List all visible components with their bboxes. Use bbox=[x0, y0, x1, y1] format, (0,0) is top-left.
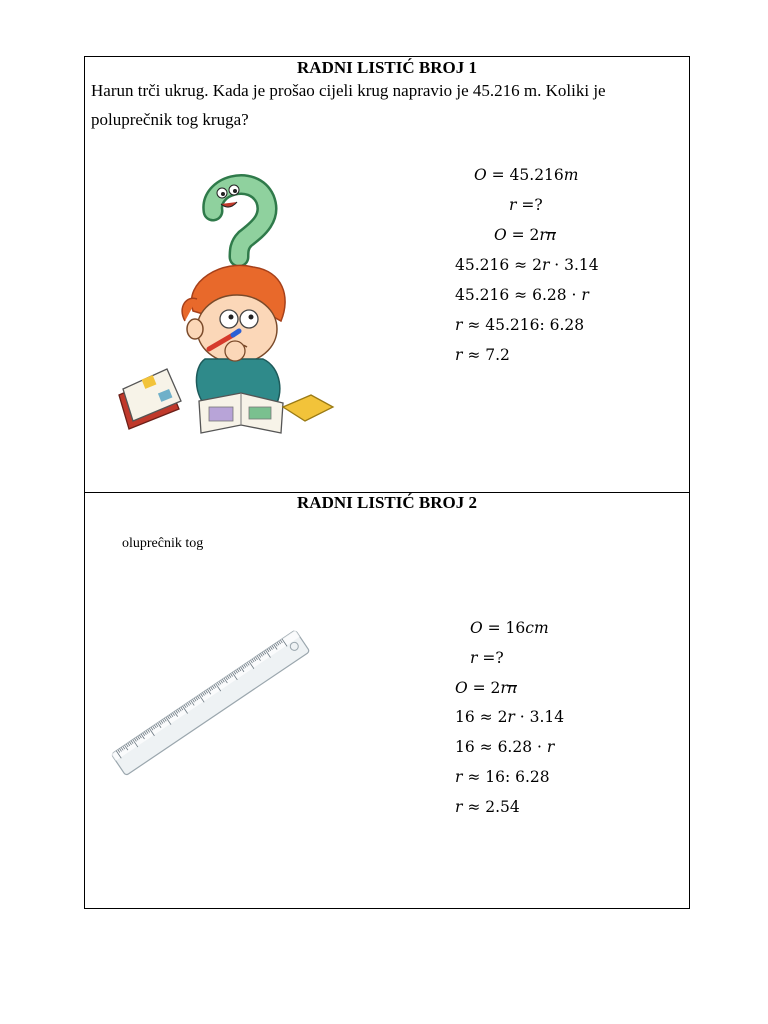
solution-step: 𝑟 ≈ 16: 6.28 bbox=[455, 768, 550, 786]
worksheet-1 bbox=[85, 57, 689, 493]
solution-step: 𝑟 =? bbox=[509, 196, 543, 214]
solution-step: 𝑟 ≈ 2.54 bbox=[455, 798, 520, 816]
solution-step: 45.216 ≈ 6.28 · 𝑟 bbox=[455, 286, 589, 304]
problem-line-1: Harun trči ukrug. Kada je prošao cijeli krug napravio je 45.216 m. Koliki je bbox=[91, 81, 606, 100]
solution-step: 𝑂 = 2𝑟𝜋 bbox=[455, 679, 518, 697]
solution-step: 𝑂 = 16𝑐𝑚 bbox=[470, 619, 549, 637]
solution-step: 𝑂 = 2𝑟𝜋 bbox=[494, 226, 557, 244]
ruler-illustration bbox=[97, 624, 323, 780]
problem-line-2: poluprečnik tog kruga? bbox=[91, 110, 249, 129]
solution-step: 16 ≈ 6.28 · 𝑟 bbox=[455, 738, 555, 756]
thinking-boy-illustration bbox=[113, 171, 339, 437]
worksheet-1-problem bbox=[91, 76, 681, 134]
worksheet-2-title: RADNI LISTIĆ BROJ 2 bbox=[297, 493, 477, 512]
solution-step: 𝑟 ≈ 7.2 bbox=[455, 346, 510, 364]
solution-step: 16 ≈ 2𝑟 · 3.14 bbox=[455, 708, 565, 726]
solution-step: 𝑂 = 45.216𝑚 bbox=[474, 166, 579, 184]
worksheet-2-problem: olupreĉnik tog bbox=[122, 536, 204, 551]
worksheet-table bbox=[84, 56, 690, 909]
worksheet-2 bbox=[85, 492, 689, 910]
solution-step: 𝑟 =? bbox=[470, 649, 504, 667]
solution-step: 45.216 ≈ 2𝑟 · 3.14 bbox=[455, 256, 599, 274]
worksheet-1-title: RADNI LISTIĆ BROJ 1 bbox=[297, 58, 477, 77]
solution-step: 𝑟 ≈ 45.216: 6.28 bbox=[455, 316, 585, 334]
